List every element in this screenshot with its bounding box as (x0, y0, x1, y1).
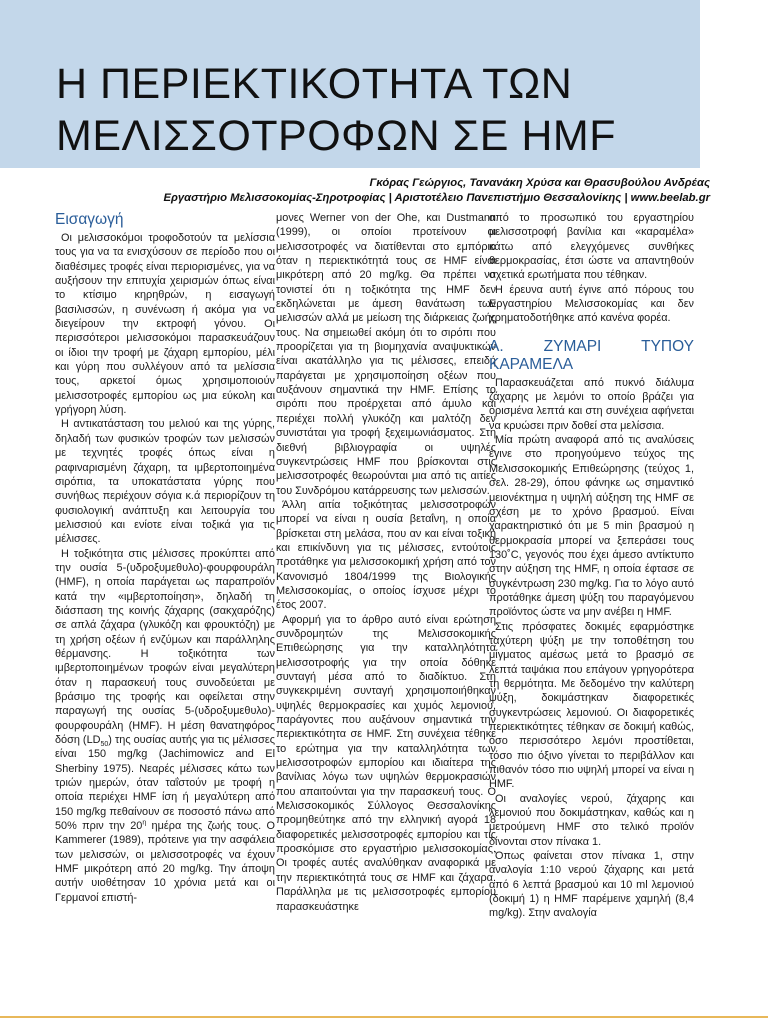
text-run: Η τοξικότητα στις μέλισσες προκύπτει από την ουσία 5-(υδροξυμεθυλο)-φουρφουράλη (HMF), η οποία παράγεται ως παραπροϊόν κατά την «ιμβερτοποίηση», δηλαδή τη διάσπαση της κοινής ζάχαρης (σακχαρόζης) σε απλά ζάχαρα (γλυκόζη και φρουκτόζη) με τη χρήση οξέων ή ενζύμων και παράλληλης θέρμανσης. Η τοξικότητα των ιμβερτοποιημένων τροφών είναι μεγαλύτερη όταν η παρασκευή τους συνοδεύεται με βράσιμο της τροφής και οφείλεται στην παραγωγή της ουσίας 5-(υδροξυμεθυλο)-φουρφουράλη (HMF). Η μέση θανατηφόρος δόση (LD (55, 547, 275, 747)
paragraph: Οι μελισσοκόμοι τροφοδοτούν τα μελίσσια τους για να τα ενισχύσουν σε περίοδο που οι διαθέσιμες τροφές είναι περιορισμένες, για να αυξήσουν την επιτυχία χειρισμών όπως είναι το κτίσιμο κηρηθρών, η εισαγωγή βασιλισσών, η συνένωση ή ακόμα για να διεγείρουν την εκτροφή γόνου. Οι περισσότεροι μελισσοκόμοι παρασκευάζουν οι ίδιοι την τροφή με ζάχαρη εμπορίου, μέλι και γύρη που συλλέγουν από τα μελίσσια τους, αρκετοί όμως χρησιμοποιούν μελισσοτροφές εμπορίου ως μια εύκολη και γρήγορη λύση. (55, 232, 275, 417)
article-title (56, 58, 696, 162)
title-line-2: ΜΕΛΙΣΣΟΤΡΟΦΩΝ ΣΕ HMF (56, 112, 616, 160)
column-1 (55, 211, 275, 905)
text-run: ημέρα της ζωής τους. Ο Kammerer (1989), πρότεινε για την ασφάλεια των μελισσών, οι μελισσοτροφές να έχουν HMF μικρότερη από 20 mg/kg. Την άποψη αυτήν υιοθέτησαν 10 χρόνια μετά και οι Γερμανοί επιστή- (55, 820, 275, 904)
paragraph (55, 547, 275, 906)
paragraph: Στις πρόσφατες δοκιμές εφαρμόστηκε ταχύτερη ψύξη με την τοποθέτηση του μίγματος αμέσως μετά το βρασμό σε λεπτά ταψάκια που επάγουν γρηγορότερα τη θερμότητα. Με δεδομένο την καλύτερη ψύξη, δοκιμάστηκαν διαφορετικές συγκεντρώσεις λεμονιού. Οι διαφορετικές περιεκτικότητες τέθηκαν σε δοκιμή καθώς, όσο περισσότερο λεμόνι προστίθεται, τόσο πιο όξινο γίνεται το περιβάλλον και πιθανόν τόσο πιο υψηλή μπορεί να είναι η HMF. (489, 620, 694, 791)
affiliation: Εργαστήριο Μελισσοκομίας-Σηροτροφίας | Αριστοτέλειο Πανεπιστήμιο Θεσσαλονίκης | www.beelab.gr (163, 192, 710, 204)
paragraph: μονες Werner von der Ohe, και Dustmann (1999), οι οποίοι προτείνουν οι μελισσοτροφές να διατίθενται στο εμπόριο όταν η περιεκτικότητά τους σε HMF είναι μικρότερη από 20 mg/kg. Θα πρέπει να τονιστεί ότι η τοξικότητα της HMF δεν εκδηλώνεται με άμεση θανάτωση των μελισσών αλλά με μείωση της διάρκειας ζωής τους. Να σημειωθεί ακόμη ότι το σιρόπι που προορίζεται για τη βιομηχανία αναψυκτικών είναι ακατάλληλο για τις μέλισσες, επειδή παράγεται με χρησιμοποίηση οξέων που αυξάνουν σημαντικά την HMF. Επίσης το σιρόπι που προέρχεται από άμυλο και περιέχει πολλή γλυκόζη και μαλτόζη δεν συνιστάται για τροφή ξεχειμωνιάσματος. Στη διεθνή βιβλιογραφία οι υψηλές συγκεντρώσεις HMF που βρίσκονται στις μελισσοτροφές θεωρούνται μια από τις αιτίες του Συνδρόμου κατάρρευσης των μελισσών. (276, 212, 496, 497)
paragraph: Όπως φαίνεται στον πίνακα 1, στην αναλογία 1:10 νερού ζάχαρης και μετά από 6 λεπτά βρασμού και 10 ml λεμονιού (δοκιμή 1) η HMF παρέμεινε χαμηλή (8,4 mg/kg). Στην αναλογία (489, 850, 694, 920)
subscript: 50 (100, 741, 109, 749)
superscript: η (142, 819, 147, 827)
paragraph: Άλλη αιτία τοξικότητας μελισσοτροφών μπορεί να είναι η ουσία βεταΐνη, η οποία βρίσκεται στη μελάσα, που αν και είναι τοξική και επικίνδυνη για τις μέλισσες, εντούτοις προτάθηκε για μελισσοκομική χρήση από τον Κανονισμό 1804/1999 της Βιολογικής Μελισσοκομίας, ο οποίος ίσχυσε μέχρι το έτος 2007. (276, 498, 496, 612)
column-2 (276, 211, 496, 914)
paragraph: Παρασκευάζεται από πυκνό διάλυμα ζάχαρης με λεμόνι το οποίο βράζει για ορισμένα λεπτά και στη συνέχεια αφήνεται να κρυώσει πριν δοθεί στα μελίσσια. (489, 376, 694, 432)
paragraph: Η αντικατάσταση του μελιού και της γύρης, δηλαδή των φυσικών τροφών των μελισσών με τεχνητές τροφές όπως είναι η ραφιναρισμένη ζάχαρη, τα ιμβερτοποιημένα σιρόπια, τα υποκατάστατα γύρης που συνήθως περιέχουν σόγια κ.ά περιορίζουν τη φυσιολογική ανάπτυξη και λειτουργία του μελισσιού και ενίοτε είναι τοξικά για τις μέλισσες. (55, 418, 275, 546)
byline (50, 176, 710, 206)
authors: Γκόρας Γεώργιος, Τανανάκη Χρύσα και Θρασυβούλου Ανδρέας (369, 177, 710, 189)
title-line-1: Η ΠΕΡΙΕΚΤΙΚΟΤΗΤΑ ΤΩΝ (56, 60, 573, 108)
footer-rule (0, 1016, 768, 1018)
text-run: ) της ουσίας αυτής για τις μέλισσες είναι 150 mg/kg (Jachimowicz and El Sherbiny 1975). Νεαρές μέλισσες κάτω των τριών ημερών, όταν ταΐστούν με τροφή η οποία περιέχει HMF ίση ή μεγαλύτερη από 150 mg/kg πεθαίνουν σε ποσοστό πάνω από 50% πριν την 20 (55, 734, 275, 833)
paragraph: Αφορμή για το άρθρο αυτό είναι ερώτηση συνδρομητών της Μελισσοκομικής Επιθεώρησης για την καταλληλότητα μελισσοτροφής για την οποία δόθηκε συνταγή μέσα από το διαδίκτυο. Στη συγκεκριμένη συνταγή χρησιμοποιήθηκαν υψηλές θερμοκρασίες και χυμός λεμονιού, παράγοντες που αυξάνουν σημαντικά την περιεκτικότητα σε HMF. Στη συνέχεια τέθηκε το ερώτημα για την καταλληλότητα των μελισσοτροφών εμπορίου και ιδιαίτερα της βανίλιας λόγω των υψηλών θερμοκρασιών που απαιτούνται για την παρασκευή τους. Ο Μελισσοκομικός Σύλλογος Θεσσαλονίκης προμηθεύτηκε από την ελληνική αγορά 18 διαφορετικές μελισσοτροφές εμπορίου και τις προσκόμισε στο εργαστήριο μελισσοκομίας. Οι τροφές αυτές αναλύθηκαν αναφορικά με την περιεκτικότητά τους σε HMF και ζάχαρα. Παράλληλα με τις μελισσοτροφές εμπορίου παρασκευάστηκε (276, 613, 496, 913)
paragraph: Οι αναλογίες νερού, ζάχαρης και λεμονιού που δοκιμάστηκαν, καθώς και η μετρούμενη HMF στο τελικό προϊόν δίνονται στον πίνακα 1. (489, 792, 694, 848)
section-heading-a: Α. ΖΥΜΑΡΙ ΤΥΠΟΥ ΚΑΡΑΜΕΛΑ (489, 337, 694, 373)
paragraph: από το προσωπικό του εργαστηρίου μελισσοτροφή βανίλια και «καραμέλα» κάτω από ελεγχόμενες συνθήκες θερμοκρασίας, έτσι ώστε να απαντηθούν σχετικά ερωτήματα που τέθηκαν. (489, 212, 694, 282)
paragraph: Η έρευνα αυτή έγινε από πόρους του Εργαστηρίου Μελισσοκομίας και δεν χρηματοδοτήθηκε από κανένα φορέα. (489, 283, 694, 325)
paragraph: Μία πρώτη αναφορά από τις αναλύσεις έγινε στο προηγούμενο τεύχος της Μελισσοκομικής Επιθεώρησης (τεύχος 1, σελ. 28-29), όπου φάνηκε ως σημαντικό μειονέκτημα η υψηλή αύξηση της HMF σε σχέση με το χρόνο βρασμού. Είναι χαρακτηριστικό ότι με 5 min βρασμού η θερμοκρασία μπορεί να ξεπεράσει τους 130˚C, γεγονός που έχει άμεσο αντίκτυπο στην αύξηση της HMF, η οποία έφτασε σε συγκέντρωση 230 mg/kg. Για το λόγο αυτό προτάθηκε άμεση ψύξη του παραγόμενου προϊόντος ώστε να μην ανέβει η HMF. (489, 434, 694, 619)
section-heading-introduction: Εισαγωγή (55, 211, 124, 228)
column-3 (489, 211, 694, 921)
